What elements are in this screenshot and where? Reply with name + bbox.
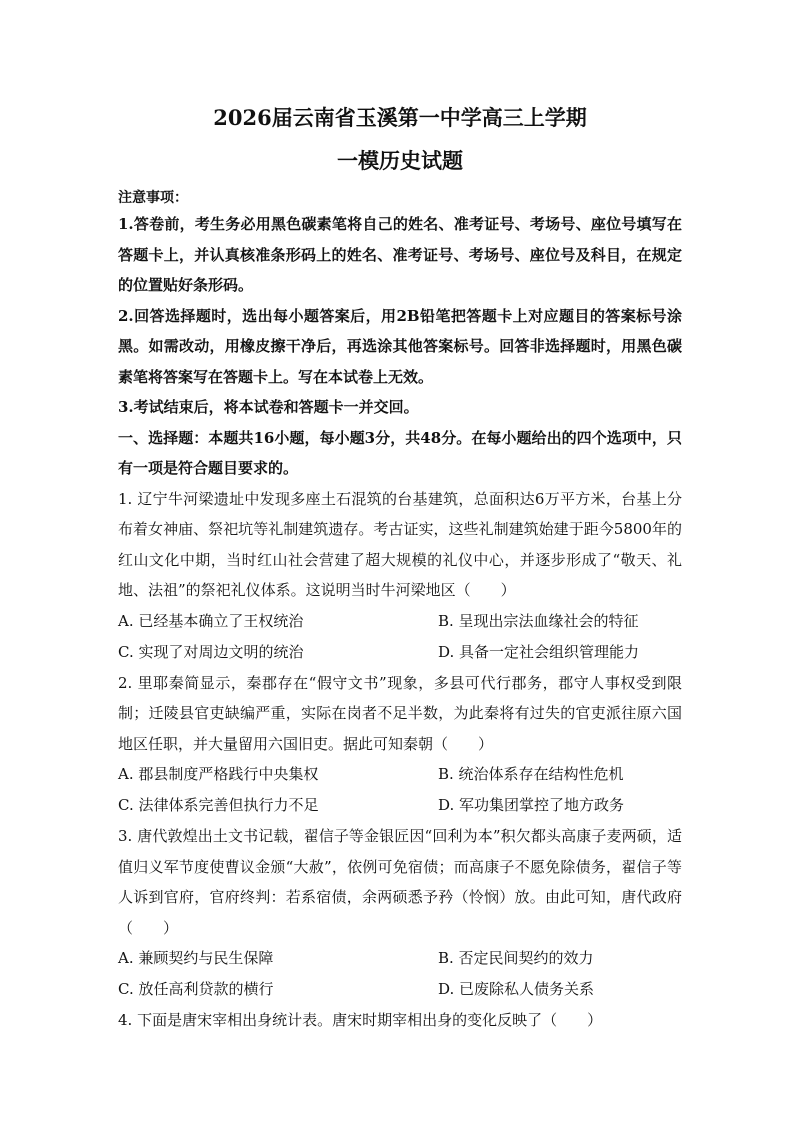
question-stem: 3. 唐代敦煌出土文书记载，翟信子等金银匠因“回利为本”积欠都头高康子麦两硕，适值归义军节度使曹议金颁“大赦”，依例可免宿债；而高康子不愿免除债务，翟信子等人诉到官府，官府终判：若系宿债，余两硕悉予矜（怜悯）放。由此可知，唐代政府（ ） xyxy=(118,827,682,937)
option-b: B. 否定民间契约的效力 xyxy=(438,949,594,967)
option-b: B. 呈现出宗法血缘社会的特征 xyxy=(438,611,639,630)
question-options xyxy=(118,943,682,1005)
option-a: A. 郡县制度严格践行中央集权 xyxy=(118,765,319,783)
question-stem: 4. 下面是唐宋宰相出身统计表。唐宋时期宰相出身的变化反映了（ ） xyxy=(118,1011,603,1029)
question-stem: 1. 辽宁牛河梁遗址中发现多座土石混筑的台基建筑，总面积达6万平方米，台基上分布着女神庙、祭祀坑等礼制建筑遗存。考古证实，这些礼制建筑始建于距今5800年的红山文化中期，当时红山社会营建了超大规模的礼仪中心，并逐步形成了“敬天、礼地、法祖”的祭祀礼仪体系。这说明当时牛河梁地区（ ） xyxy=(118,489,682,599)
option-c: C. 法律体系完善但执行力不足 xyxy=(118,796,319,814)
notice-heading: 注意事项： xyxy=(118,190,188,206)
question-options xyxy=(118,759,682,821)
notice-item: 3.考试结束后，将本试卷和答题卡一并交回。 xyxy=(118,398,419,416)
option-c: C. 放任高利贷款的横行 xyxy=(118,980,274,998)
notice-item: 2.回答选择题时，选出每小题答案后，用2B铅笔把答题卡上对应题目的答案标号涂黑。如需改动，用橡皮擦干净后，再选涂其他答案标号。回答非选择题时，用黑色碳素笔将答案写在答题卡上。写在本试卷上无效。 xyxy=(118,306,682,386)
notice-item: 1.答卷前，考生务必用黑色碳素笔将自己的姓名、准考证号、考场号、座位号填写在答题卡上，并认真核准条形码上的姓名、准考证号、考场号、座位号及科目，在规定的位置贴好条形码。 xyxy=(118,215,682,294)
question-stem: 2. 里耶秦简显示，秦郡存在“假守文书”现象，多县可代行郡务，郡守人事权受到限制；迁陵县官吏缺编严重，实际在岗者不足半数，为此秦将有过失的官吏派往原六国地区任职，并大量留用六国旧吏。据此可知秦朝（ ） xyxy=(118,673,682,753)
option-d: D. 军功集团掌控了地方政务 xyxy=(438,796,625,814)
exam-title: 2026届云南省玉溪第一中学高三上学期 xyxy=(213,105,587,130)
question-options xyxy=(118,606,682,668)
exam-subtitle: 一模历史试题 xyxy=(337,148,463,173)
section-heading: 一、选择题：本题共16小题，每小题3分，共48分。在每小题给出的四个选项中，只有一项是符合题目要求的。 xyxy=(118,428,682,477)
option-a: A. 已经基本确立了王权统治 xyxy=(118,611,304,630)
option-b: B. 统治体系存在结构性危机 xyxy=(438,765,624,783)
option-d: D. 具备一定社会组织管理能力 xyxy=(438,642,640,661)
option-a: A. 兼顾契约与民生保障 xyxy=(118,949,274,967)
option-c: C. 实现了对周边文明的统治 xyxy=(118,642,304,661)
option-d: D. 已废除私人债务关系 xyxy=(438,980,595,998)
